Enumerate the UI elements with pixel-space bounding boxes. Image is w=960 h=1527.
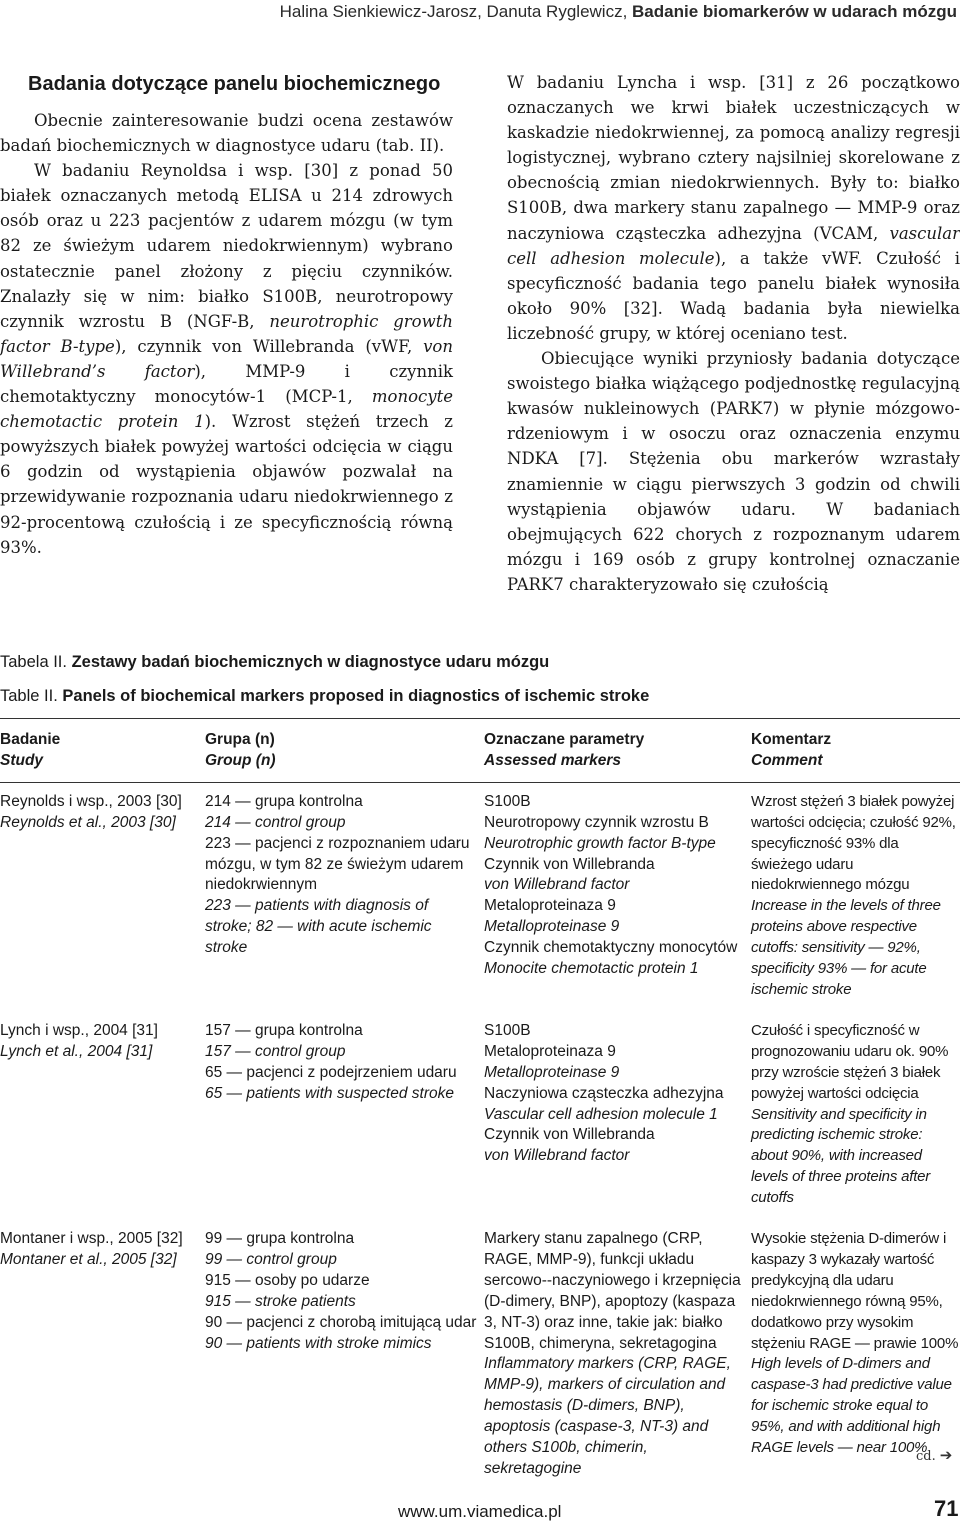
comment-pl: Wysokie stężenia D-dimerów i kaspazy 3 wykazały wartość predykcyjną dla udaru niedokrwiennego równą 95%, dodatkowo przy wysokim stężeniu RAGE — prawie 100% <box>751 1230 959 1352</box>
text-run: ), MMP-9 i czynnik chemotaktyczny monocytów-1 (MCP-1, <box>0 361 453 407</box>
marker-pl: Metaloproteinaza 9 <box>484 1042 616 1060</box>
paragraph-intro: Obecnie zainteresowanie budzi ocena zestawów badań biochemicznych w diagnostyce udaru (tab. II). <box>0 111 453 156</box>
caption-en <box>0 684 960 718</box>
marker-pl: Naczyniowa cząsteczka adhezyjna <box>484 1084 724 1102</box>
text-run: ). Wzrost stężeń trzech z powyższych białek powyżej wartości odcięcia w ciągu 6 godzin od wystąpienia objawów pozwalał na przewidywanie rozpoznania udaru niedokrwiennego z 92-procentową czułością i ze specyficznością równą 93%. <box>0 412 453 557</box>
biomarker-panels-table <box>0 718 960 1480</box>
marker-en: Metalloproteinase 9 <box>484 918 620 936</box>
caption-text: Zestawy badań biochemicznych w diagnostyce udaru mózgu <box>71 653 550 671</box>
table-header-row <box>0 719 960 783</box>
marker-en: von Willebrand factor <box>484 876 630 894</box>
cell-group <box>205 1209 484 1480</box>
comment-en: Increase in the levels of three proteins above respective cutoffs: sensitivity — 92%, specificity 93% — for acute ischemic stroke <box>751 897 941 998</box>
caption-pl <box>0 650 960 684</box>
left-column <box>0 70 453 560</box>
study-en: Montaner et al., 2005 [32] <box>0 1250 177 1268</box>
cell-comment <box>751 1001 960 1209</box>
header-group <box>205 719 484 783</box>
study-en: Reynolds et al., 2003 [30] <box>0 813 176 831</box>
cell-comment <box>751 782 960 1001</box>
group-pl: 90 — pacjenci z chorobą imitującą udar <box>205 1313 477 1331</box>
header-en: Study <box>0 751 44 769</box>
header-pl: Grupa (n) <box>205 731 275 748</box>
group-pl: 99 — grupa kontrolna <box>205 1230 355 1248</box>
comment-pl: Czułość i specyficzność w prognozowaniu udaru ok. 90% przy wzroście stężeń 3 białek powyżej wartości odcięcia <box>751 1021 949 1102</box>
group-pl: 915 — osoby po udarze <box>205 1271 370 1289</box>
marker-pl: Czynnik von Willebranda <box>484 1126 655 1144</box>
header-authors: Halina Sienkiewicz-Jarosz, Danuta Ryglewicz, <box>279 2 628 21</box>
header-en: Group (n) <box>205 751 276 769</box>
marker-pl: Czynnik chemotaktyczny monocytów <box>484 939 738 957</box>
text-run: W badaniu Reynoldsa i wsp. [30] z ponad 50 białek oznaczanych metodą ELISA u 214 zdrowych osób oraz u 223 pacjentów z udarem mózgu (w tym 82 ze świeżym udarem niedokrwiennym) wybrano ostatecznie panel złożony z pięciu czynników. Znalazły się w nim: białko S100B, neurotropowy czynnik wzrostu B (NGF-B, <box>0 161 453 331</box>
text-run: ), czynnik von Willebranda (vWF, <box>114 336 424 356</box>
cell-group <box>205 1001 484 1209</box>
group-en: 65 — patients with suspected stroke <box>205 1084 454 1102</box>
group-en: 90 — patients with stroke mimics <box>205 1334 432 1352</box>
marker-en: Inflammatory markers (CRP, RAGE, MMP-9), markers of circulation and hemostasis (D-dimers, BNP), apoptosis (caspase-3, NT-3) and others S100b, chimerin, sekretagogine <box>484 1355 731 1477</box>
group-pl: 223 — pacjenci z rozpoznaniem udaru mózgu, w tym 82 ze świeżym udarem niedokrwiennym <box>205 834 470 894</box>
comment-pl: Wzrost stężeń 3 białek powyżej wartości odcięcia; czułość 92%, specyficzność 93% dla świeżego udaru niedokrwiennego mózgu <box>751 792 956 894</box>
text-run: ), a także vWF. Czułość i specyficzność badania tego panelu białek wynosiła około 90% [32]. Wadą badania była niewielka liczebność grupy, w której oceniano test. <box>507 248 960 343</box>
cell-group <box>205 782 484 1001</box>
group-pl: 214 — grupa kontrolna <box>205 792 363 810</box>
caption-label: Tabela II. <box>0 653 67 671</box>
marker-en: Neurotrophic growth factor B-type <box>484 834 716 852</box>
header-pl: Komentarz <box>751 731 832 748</box>
running-header <box>0 0 957 24</box>
italic-term: von Willebrand’s factor <box>0 336 453 381</box>
study-en: Lynch et al., 2004 [31] <box>0 1042 153 1060</box>
page-number: 71 <box>934 1496 959 1521</box>
cell-markers <box>484 1001 751 1209</box>
arrow-right-icon: ➔ <box>939 1446 953 1464</box>
paragraph-park7: Obiecujące wyniki przyniosły badania dotyczące swoistego białka wiążącego podjednostkę regulacyjną kwasów nukleinowych (PARK7) w płynie mózgowo-rdzeniowym i w osoczu oraz oznaczenia enzymu NDKA [7]. Stężenia obu markerów wzrastały znamiennie w ciągu pierwszych 3 godzin od chwili wystąpienia objawów udaru. W badaniach obejmujących 622 chorych z rozpoznanym udarem mózgu i 169 osób z grupy kontrolnej oznaczanie PARK7 charakteryzowało się czułością <box>507 349 960 594</box>
italic-term: vascular cell adhesion molecule <box>507 223 960 268</box>
group-en: 157 — control group <box>205 1042 346 1060</box>
marker-en: von Willebrand factor <box>484 1147 630 1165</box>
comment-en: High levels of D-dimers and caspase-3 had predictive value for ischemic stroke equal to 95%, and with additional high RAGE levels — near 100% <box>751 1355 952 1457</box>
table-row <box>0 1001 960 1209</box>
footer-url: www.um.viamedica.pl <box>398 1502 562 1521</box>
header-comment <box>751 719 960 783</box>
group-en: 99 — control group <box>205 1250 337 1268</box>
paragraph-reynolds <box>0 158 453 560</box>
header-title: Badanie biomarkerów w udarach mózgu <box>632 2 957 21</box>
group-en: 915 — stroke patients <box>205 1292 356 1310</box>
cell-study <box>0 782 205 1001</box>
study-pl: Lynch i wsp., 2004 [31] <box>0 1021 158 1039</box>
group-en: 223 — patients with diagnosis of stroke; 82 — with acute ischemic stroke <box>205 897 432 957</box>
caption-label: Table II. <box>0 687 58 705</box>
marker-pl: Czynnik von Willebranda <box>484 855 655 873</box>
continued-marker <box>916 1446 952 1464</box>
marker-en: Monocite chemotactic protein 1 <box>484 960 699 978</box>
study-pl: Reynolds i wsp., 2003 [30] <box>0 792 182 810</box>
caption-text: Panels of biochemical markers proposed in diagnostics of ischemic stroke <box>62 687 650 705</box>
header-en: Assessed markers <box>484 751 622 769</box>
cell-markers <box>484 1209 751 1480</box>
cell-markers <box>484 782 751 1001</box>
comment-en: Sensitivity and specificity in predicting ischemic stroke: about 90%, with increased levels of three proteins after cutoffs <box>751 1105 931 1207</box>
continued-label: cd. <box>916 1449 936 1464</box>
marker-en: Metalloproteinase 9 <box>484 1063 620 1081</box>
marker-pl: S100B <box>484 792 531 810</box>
paragraph-lynch <box>507 70 960 346</box>
section-heading: Badania dotyczące panelu biochemicznego <box>28 73 441 95</box>
table-captions <box>0 650 960 718</box>
study-pl: Montaner i wsp., 2005 [32] <box>0 1230 183 1248</box>
header-pl: Badanie <box>0 731 61 748</box>
group-pl: 157 — grupa kontrolna <box>205 1021 363 1039</box>
cell-comment <box>751 1209 960 1480</box>
marker-pl: Metaloproteinaza 9 <box>484 897 616 915</box>
italic-term: monocyte chemotactic protein 1 <box>0 387 453 432</box>
marker-pl: Neurotropowy czynnik wzrostu B <box>484 813 709 831</box>
table-row <box>0 1209 960 1480</box>
right-column <box>507 70 960 597</box>
marker-pl: Markery stanu zapalnego (CRP, RAGE, MMP-9), funkcji układu sercowo--naczyniowego i krzepnięcia (D-dimery, BNP), apoptozy (kaspaza 3, NT-3) oraz inne, takie jak: białko S100B, chimeryna, sekretagogina <box>484 1230 741 1352</box>
marker-en: Vascular cell adhesion molecule 1 <box>484 1105 718 1123</box>
group-en: 214 — control group <box>205 813 346 831</box>
italic-term: neurotrophic growth factor B-type <box>0 311 453 356</box>
cell-study <box>0 1001 205 1209</box>
header-markers <box>484 719 751 783</box>
header-en: Comment <box>751 751 823 769</box>
table-row <box>0 782 960 1001</box>
text-run: W badaniu Lyncha i wsp. [31] z 26 początkowo oznaczanych we krwi białek uczestniczących w kaskadzie niedokrwiennej, za pomocą analizy regresji logistycznej, wybrano cztery najsilniej skorelowane z obecnością zmian niedokrwiennych. Były to: białko S100B, dwa markery stanu zapalnego — MMP-9 oraz naczyniowa cząsteczka adhezyjna (VCAM, <box>507 73 960 243</box>
marker-pl: S100B <box>484 1021 531 1039</box>
header-study <box>0 719 205 783</box>
header-pl: Oznaczane parametry <box>484 731 645 748</box>
cell-study <box>0 1209 205 1480</box>
group-pl: 65 — pacjenci z podejrzeniem udaru <box>205 1063 457 1081</box>
